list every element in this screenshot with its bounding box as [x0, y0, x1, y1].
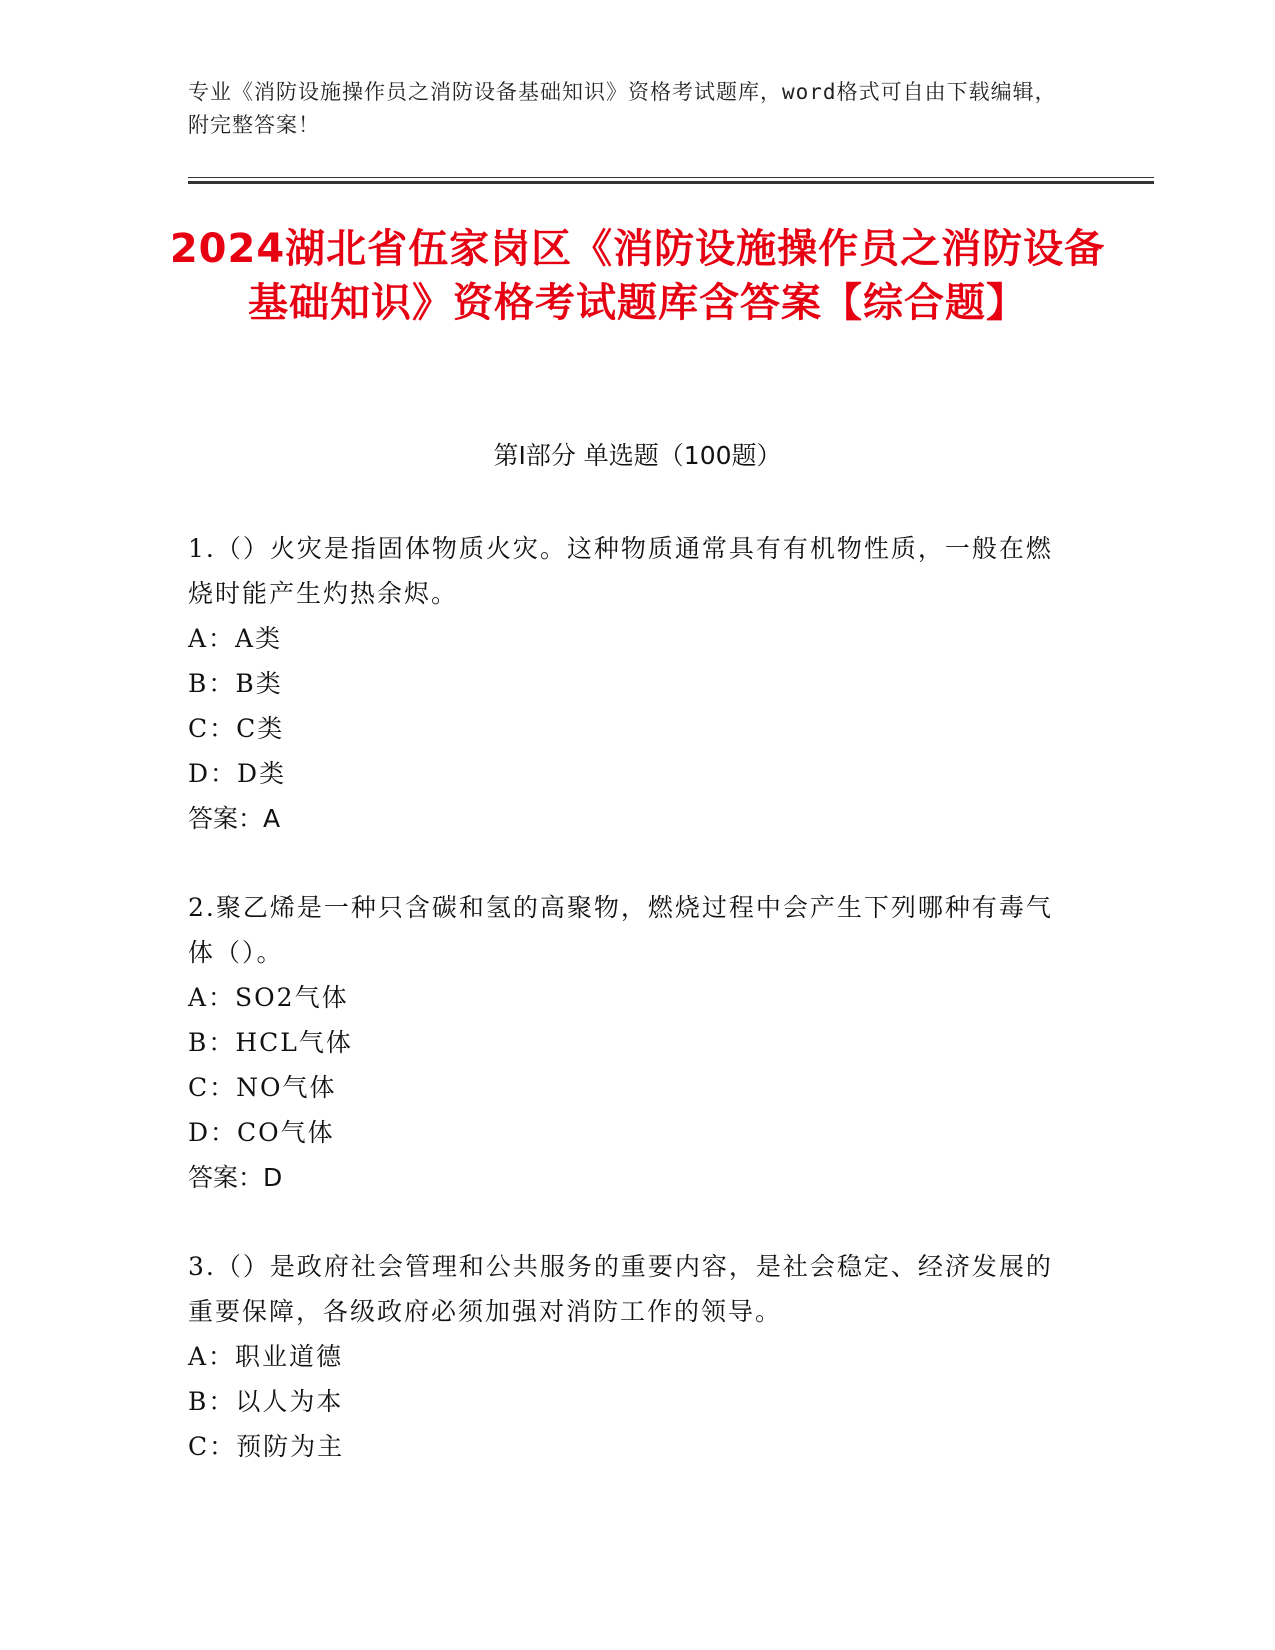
question-2 [188, 885, 1068, 1200]
header-note: 专业《消防设施操作员之消防设备基础知识》资格考试题库，word格式可自由下载编辑，附完整答案！ [188, 80, 1057, 137]
option-c: C：NO气体 [188, 1073, 337, 1102]
header-divider-thick [188, 181, 1154, 184]
option-a: A：A类 [188, 624, 283, 653]
question-list [188, 526, 1068, 1513]
document-title: 2024湖北省伍家岗区《消防设施操作员之消防设备基础知识》资格考试题库含答案【综合题】 [169, 226, 1106, 326]
answer: 答案：D [188, 1163, 283, 1192]
answer: 答案：A [188, 804, 281, 833]
option-c: C：C类 [188, 714, 285, 743]
option-a: A：职业道德 [188, 1342, 344, 1371]
section-title: 第I部分 单选题（100题） [493, 441, 782, 470]
option-b: B：以人为本 [188, 1387, 344, 1416]
option-b: B：HCL气体 [188, 1028, 353, 1057]
option-d: D：D类 [188, 759, 287, 788]
option-b: B：B类 [188, 669, 283, 698]
question-stem: 1.（）火灾是指固体物质火灾。这种物质通常具有有机物性质，一般在燃烧时能产生灼热余烬。 [188, 534, 1053, 608]
question-stem: 2.聚乙烯是一种只含碳和氢的高聚物，燃烧过程中会产生下列哪种有毒气体（）。 [188, 893, 1053, 967]
header-divider-thin [188, 177, 1154, 178]
option-d: D：CO气体 [188, 1118, 335, 1147]
option-c: C：预防为主 [188, 1432, 345, 1461]
option-a: A：SO2气体 [188, 983, 349, 1012]
question-stem: 3.（）是政府社会管理和公共服务的重要内容，是社会稳定、经济发展的重要保障，各级政府必须加强对消防工作的领导。 [188, 1252, 1053, 1326]
question-1 [188, 526, 1068, 841]
question-3 [188, 1244, 1068, 1469]
